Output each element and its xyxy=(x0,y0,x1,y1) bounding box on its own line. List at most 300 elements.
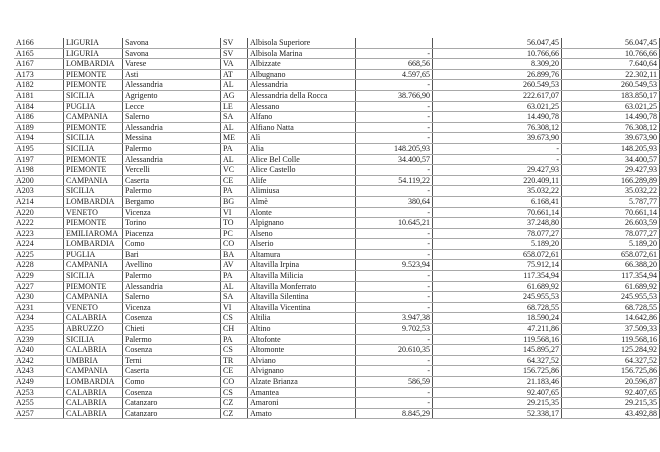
row-amount-3: 5.787,77 xyxy=(562,196,660,207)
table-row xyxy=(14,292,660,303)
row-amount-2: 260.549,53 xyxy=(433,80,562,91)
row-province-code: SV xyxy=(221,38,248,48)
row-amount-2: 47.211,86 xyxy=(433,324,562,335)
row-amount-2: 37.248,80 xyxy=(433,218,562,229)
row-region: LIGURIA xyxy=(64,38,123,48)
table-row xyxy=(14,281,660,292)
row-amount-1: - xyxy=(356,271,433,282)
row-province: Chieti xyxy=(123,324,221,335)
row-code: A231 xyxy=(14,302,64,313)
row-code: A184 xyxy=(14,101,64,112)
row-amount-3: 125.284,92 xyxy=(562,345,660,356)
row-region: VENETO xyxy=(64,302,123,313)
row-municipality: Alserio xyxy=(248,239,356,250)
row-amount-1: 9.523,94 xyxy=(356,260,433,271)
row-amount-2: 6.168,41 xyxy=(433,196,562,207)
table-row xyxy=(14,186,660,197)
table-row xyxy=(14,271,660,282)
row-municipality: Almè xyxy=(248,196,356,207)
row-code: A203 xyxy=(14,186,64,197)
row-province: Caserta xyxy=(123,366,221,377)
row-province-code: BG xyxy=(221,196,248,207)
row-region: LOMBARDIA xyxy=(64,377,123,388)
row-amount-2: 117.354,94 xyxy=(433,271,562,282)
row-province-code: AL xyxy=(221,281,248,292)
row-amount-1: 148.205,93 xyxy=(356,143,433,154)
row-province-code: AL xyxy=(221,80,248,91)
row-province-code: AV xyxy=(221,260,248,271)
row-code: A243 xyxy=(14,366,64,377)
row-province-code: AT xyxy=(221,69,248,80)
row-province: Cosenza xyxy=(123,345,221,356)
row-province: Caserta xyxy=(123,175,221,186)
row-municipality: Alfiano Natta xyxy=(248,122,356,133)
table-row xyxy=(14,239,660,250)
row-province-code: TR xyxy=(221,355,248,366)
table-row xyxy=(14,112,660,123)
table-row xyxy=(14,355,660,366)
row-code: A242 xyxy=(14,355,64,366)
row-province: Palermo xyxy=(123,271,221,282)
row-amount-1: 586,59 xyxy=(356,377,433,388)
row-amount-3: 119.568,16 xyxy=(562,334,660,345)
row-code: A225 xyxy=(14,249,64,260)
row-code: A222 xyxy=(14,218,64,229)
row-amount-1: 10.645,21 xyxy=(356,218,433,229)
row-province: Savona xyxy=(123,38,221,48)
row-code: A200 xyxy=(14,175,64,186)
row-amount-2: 156.725,86 xyxy=(433,366,562,377)
row-amount-3: 43.492,88 xyxy=(562,408,660,419)
row-amount-1: - xyxy=(356,186,433,197)
row-province: Messina xyxy=(123,133,221,144)
table-row xyxy=(14,175,660,186)
row-amount-2: 18.590,24 xyxy=(433,313,562,324)
row-code: A230 xyxy=(14,292,64,303)
row-amount-2: 61.689,92 xyxy=(433,281,562,292)
row-province: Avellino xyxy=(123,260,221,271)
row-region: PUGLIA xyxy=(64,249,123,260)
row-province-code: PA xyxy=(221,143,248,154)
row-province-code: CS xyxy=(221,387,248,398)
row-province: Bari xyxy=(123,249,221,260)
table-row xyxy=(14,302,660,313)
row-province-code: TO xyxy=(221,218,248,229)
row-amount-2: 26.899,76 xyxy=(433,69,562,80)
row-amount-3: 7.640,64 xyxy=(562,59,660,70)
row-municipality: Alviano xyxy=(248,355,356,366)
row-province: Salerno xyxy=(123,112,221,123)
row-province-code: CE xyxy=(221,175,248,186)
row-region: UMBRIA xyxy=(64,355,123,366)
row-code: A220 xyxy=(14,207,64,218)
row-province: Alessandria xyxy=(123,122,221,133)
row-province: Torino xyxy=(123,218,221,229)
row-amount-3: 10.766,66 xyxy=(562,48,660,59)
row-province-code: AG xyxy=(221,90,248,101)
row-code: A239 xyxy=(14,334,64,345)
table-row xyxy=(14,377,660,388)
row-amount-3: 148.205,93 xyxy=(562,143,660,154)
row-amount-3: 260.549,53 xyxy=(562,80,660,91)
row-amount-2: 5.189,20 xyxy=(433,239,562,250)
row-amount-3: 117.354,94 xyxy=(562,271,660,282)
table-row xyxy=(14,260,660,271)
table-row xyxy=(14,218,660,229)
row-amount-3: 156.725,86 xyxy=(562,366,660,377)
row-municipality: Alice Bel Colle xyxy=(248,154,356,165)
row-code: A224 xyxy=(14,239,64,250)
row-municipality: Alì xyxy=(248,133,356,144)
row-amount-1: - xyxy=(356,122,433,133)
row-province: Palermo xyxy=(123,334,221,345)
row-amount-3: 166.289,89 xyxy=(562,175,660,186)
row-amount-1: - xyxy=(356,228,433,239)
row-amount-1: - xyxy=(356,292,433,303)
row-amount-2: 39.673,90 xyxy=(433,133,562,144)
row-province-code: AL xyxy=(221,154,248,165)
row-province: Agrigento xyxy=(123,90,221,101)
row-province-code: CO xyxy=(221,239,248,250)
table-row xyxy=(14,48,660,59)
row-province-code: SA xyxy=(221,112,248,123)
row-amount-2: 56.047,45 xyxy=(433,38,562,48)
row-amount-3: 37.509,33 xyxy=(562,324,660,335)
row-amount-3: 70.661,14 xyxy=(562,207,660,218)
row-region: SICILIA xyxy=(64,143,123,154)
row-amount-2: 222.617,07 xyxy=(433,90,562,101)
row-amount-1: 20.610,35 xyxy=(356,345,433,356)
row-amount-1: 8.845,29 xyxy=(356,408,433,419)
row-code: A198 xyxy=(14,165,64,176)
row-amount-3: 26.603,59 xyxy=(562,218,660,229)
row-municipality: Alessandria xyxy=(248,80,356,91)
row-amount-2: - xyxy=(433,154,562,165)
row-amount-1: 9.702,53 xyxy=(356,324,433,335)
row-municipality: Altomonte xyxy=(248,345,356,356)
row-code: A228 xyxy=(14,260,64,271)
row-region: LOMBARDIA xyxy=(64,196,123,207)
row-amount-2: 145.895,27 xyxy=(433,345,562,356)
table-row xyxy=(14,398,660,409)
row-amount-1: - xyxy=(356,249,433,260)
row-province-code: LE xyxy=(221,101,248,112)
row-code: A189 xyxy=(14,122,64,133)
row-amount-2: 245.955,53 xyxy=(433,292,562,303)
table-row xyxy=(14,165,660,176)
row-code: A197 xyxy=(14,154,64,165)
row-amount-1: - xyxy=(356,281,433,292)
row-region: PIEMONTE xyxy=(64,80,123,91)
row-province: Alessandria xyxy=(123,154,221,165)
table-row xyxy=(14,80,660,91)
row-amount-2: 29.427,93 xyxy=(433,165,562,176)
row-municipality: Amato xyxy=(248,408,356,419)
row-municipality: Alessano xyxy=(248,101,356,112)
row-municipality: Alia xyxy=(248,143,356,154)
row-province: Vicenza xyxy=(123,302,221,313)
row-amount-1: - xyxy=(356,355,433,366)
row-province-code: BA xyxy=(221,249,248,260)
table-row xyxy=(14,59,660,70)
row-amount-3: 658.072,61 xyxy=(562,249,660,260)
row-municipality: Altilia xyxy=(248,313,356,324)
row-amount-3: 92.407,65 xyxy=(562,387,660,398)
table-row xyxy=(14,38,660,48)
row-amount-3: 61.689,92 xyxy=(562,281,660,292)
row-amount-1: - xyxy=(356,387,433,398)
row-region: EMILIAROMA xyxy=(64,228,123,239)
row-amount-2: 68.728,55 xyxy=(433,302,562,313)
row-amount-3: 20.596,87 xyxy=(562,377,660,388)
municipality-table xyxy=(14,38,660,419)
row-amount-2: 70.661,14 xyxy=(433,207,562,218)
row-amount-2: 8.309,20 xyxy=(433,59,562,70)
row-region: VENETO xyxy=(64,207,123,218)
row-amount-2: 78.077,27 xyxy=(433,228,562,239)
row-region: LIGURIA xyxy=(64,48,123,59)
row-amount-1: - xyxy=(356,334,433,345)
row-municipality: Albizzate xyxy=(248,59,356,70)
row-region: SICILIA xyxy=(64,90,123,101)
row-code: A195 xyxy=(14,143,64,154)
row-municipality: Alzate Brianza xyxy=(248,377,356,388)
table-row xyxy=(14,143,660,154)
row-region: SICILIA xyxy=(64,133,123,144)
row-amount-1: - xyxy=(356,101,433,112)
row-amount-2: 658.072,61 xyxy=(433,249,562,260)
table-row xyxy=(14,133,660,144)
row-amount-2: 52.338,17 xyxy=(433,408,562,419)
row-amount-1: - xyxy=(356,133,433,144)
row-amount-2: 35.032,22 xyxy=(433,186,562,197)
row-province: Palermo xyxy=(123,143,221,154)
table-row xyxy=(14,366,660,377)
row-code: A234 xyxy=(14,313,64,324)
row-province-code: VA xyxy=(221,59,248,70)
row-code: A255 xyxy=(14,398,64,409)
row-region: CAMPANIA xyxy=(64,366,123,377)
table-row xyxy=(14,313,660,324)
row-province: Catanzaro xyxy=(123,408,221,419)
row-code: A182 xyxy=(14,80,64,91)
row-province-code: VI xyxy=(221,207,248,218)
row-municipality: Alonte xyxy=(248,207,356,218)
row-municipality: Altofonte xyxy=(248,334,356,345)
row-amount-3: 35.032,22 xyxy=(562,186,660,197)
row-amount-2: 64.327,52 xyxy=(433,355,562,366)
row-municipality: Amaroni xyxy=(248,398,356,409)
table-row xyxy=(14,101,660,112)
row-amount-3: 76.308,12 xyxy=(562,122,660,133)
row-province-code: PA xyxy=(221,186,248,197)
row-amount-3: 68.728,55 xyxy=(562,302,660,313)
row-amount-1: - xyxy=(356,112,433,123)
row-amount-1: - xyxy=(356,302,433,313)
row-amount-2: 76.308,12 xyxy=(433,122,562,133)
row-province-code: SV xyxy=(221,48,248,59)
row-municipality: Alpignano xyxy=(248,218,356,229)
row-province: Cosenza xyxy=(123,313,221,324)
row-province-code: ME xyxy=(221,133,248,144)
row-amount-1: 668,56 xyxy=(356,59,433,70)
row-code: A173 xyxy=(14,69,64,80)
row-province-code: PA xyxy=(221,271,248,282)
row-province-code: VI xyxy=(221,302,248,313)
table-row xyxy=(14,249,660,260)
row-amount-2: - xyxy=(433,143,562,154)
row-amount-2: 63.021,25 xyxy=(433,101,562,112)
table-row xyxy=(14,228,660,239)
row-region: PUGLIA xyxy=(64,101,123,112)
row-code: A227 xyxy=(14,281,64,292)
row-province: Vercelli xyxy=(123,165,221,176)
row-province: Terni xyxy=(123,355,221,366)
row-amount-3: 14.490,78 xyxy=(562,112,660,123)
row-municipality: Albisola Superiore xyxy=(248,38,356,48)
row-amount-1: 38.766,90 xyxy=(356,90,433,101)
row-amount-2: 14.490,78 xyxy=(433,112,562,123)
row-province: Asti xyxy=(123,69,221,80)
row-region: CAMPANIA xyxy=(64,175,123,186)
row-amount-2: 119.568,16 xyxy=(433,334,562,345)
row-province-code: CZ xyxy=(221,408,248,419)
row-amount-1: - xyxy=(356,48,433,59)
row-amount-2: 220.409,11 xyxy=(433,175,562,186)
row-code: A253 xyxy=(14,387,64,398)
row-amount-1: 54.119,22 xyxy=(356,175,433,186)
row-amount-3: 78.077,27 xyxy=(562,228,660,239)
row-province-code: VC xyxy=(221,165,248,176)
row-amount-1: - xyxy=(356,80,433,91)
row-amount-3: 245.955,53 xyxy=(562,292,660,303)
row-amount-1: - xyxy=(356,398,433,409)
row-province: Varese xyxy=(123,59,221,70)
row-municipality: Altavilla Silentina xyxy=(248,292,356,303)
row-municipality: Albisola Marina xyxy=(248,48,356,59)
row-amount-1: - xyxy=(356,366,433,377)
row-amount-3: 14.642,86 xyxy=(562,313,660,324)
row-province-code: AL xyxy=(221,122,248,133)
table-row xyxy=(14,408,660,419)
row-region: PIEMONTE xyxy=(64,281,123,292)
row-amount-3: 64.327,52 xyxy=(562,355,660,366)
row-amount-2: 29.215,35 xyxy=(433,398,562,409)
row-code: A249 xyxy=(14,377,64,388)
row-municipality: Alvignano xyxy=(248,366,356,377)
row-region: PIEMONTE xyxy=(64,69,123,80)
row-municipality: Altamura xyxy=(248,249,356,260)
row-province-code: CO xyxy=(221,377,248,388)
row-region: PIEMONTE xyxy=(64,122,123,133)
row-code: A223 xyxy=(14,228,64,239)
row-amount-2: 10.766,66 xyxy=(433,48,562,59)
data-sheet xyxy=(14,38,657,419)
row-region: ABRUZZO xyxy=(64,324,123,335)
row-province: Alessandria xyxy=(123,80,221,91)
row-code: A214 xyxy=(14,196,64,207)
row-province: Catanzaro xyxy=(123,398,221,409)
row-municipality: Alessandria della Rocca xyxy=(248,90,356,101)
table-row xyxy=(14,122,660,133)
row-code: A181 xyxy=(14,90,64,101)
row-region: CALABRIA xyxy=(64,313,123,324)
row-municipality: Alife xyxy=(248,175,356,186)
row-code: A186 xyxy=(14,112,64,123)
row-province-code: CZ xyxy=(221,398,248,409)
row-amount-2: 75.912,14 xyxy=(433,260,562,271)
row-code: A229 xyxy=(14,271,64,282)
row-municipality: Albugnano xyxy=(248,69,356,80)
row-region: CALABRIA xyxy=(64,345,123,356)
row-amount-1 xyxy=(356,38,433,48)
row-amount-3: 56.047,45 xyxy=(562,38,660,48)
table-row xyxy=(14,324,660,335)
row-region: SICILIA xyxy=(64,271,123,282)
row-region: SICILIA xyxy=(64,334,123,345)
row-amount-1: 380,64 xyxy=(356,196,433,207)
row-amount-1: 4.597,65 xyxy=(356,69,433,80)
row-province: Bergamo xyxy=(123,196,221,207)
row-amount-3: 29.215,35 xyxy=(562,398,660,409)
row-province: Piacenza xyxy=(123,228,221,239)
row-code: A166 xyxy=(14,38,64,48)
row-province: Alessandria xyxy=(123,281,221,292)
row-amount-2: 21.183,46 xyxy=(433,377,562,388)
row-amount-3: 63.021,25 xyxy=(562,101,660,112)
row-region: CALABRIA xyxy=(64,387,123,398)
row-province-code: PC xyxy=(221,228,248,239)
table-row xyxy=(14,90,660,101)
row-province-code: CE xyxy=(221,366,248,377)
row-code: A257 xyxy=(14,408,64,419)
row-province-code: SA xyxy=(221,292,248,303)
row-province: Cosenza xyxy=(123,387,221,398)
row-region: SICILIA xyxy=(64,186,123,197)
row-municipality: Alice Castello xyxy=(248,165,356,176)
row-province-code: CH xyxy=(221,324,248,335)
row-municipality: Altino xyxy=(248,324,356,335)
row-amount-3: 5.189,20 xyxy=(562,239,660,250)
row-amount-3: 29.427,93 xyxy=(562,165,660,176)
table-row xyxy=(14,196,660,207)
row-code: A165 xyxy=(14,48,64,59)
row-municipality: Altavilla Irpina xyxy=(248,260,356,271)
row-amount-1: - xyxy=(356,207,433,218)
row-region: CAMPANIA xyxy=(64,260,123,271)
row-province: Como xyxy=(123,377,221,388)
row-province: Vicenza xyxy=(123,207,221,218)
table-row xyxy=(14,154,660,165)
row-code: A240 xyxy=(14,345,64,356)
row-region: PIEMONTE xyxy=(64,154,123,165)
row-municipality: Alimiusa xyxy=(248,186,356,197)
row-region: CAMPANIA xyxy=(64,292,123,303)
row-region: CALABRIA xyxy=(64,408,123,419)
row-municipality: Alfano xyxy=(248,112,356,123)
row-region: LOMBARDIA xyxy=(64,59,123,70)
row-amount-3: 66.388,20 xyxy=(562,260,660,271)
table-row xyxy=(14,345,660,356)
row-code: A235 xyxy=(14,324,64,335)
row-code: A194 xyxy=(14,133,64,144)
row-province: Lecce xyxy=(123,101,221,112)
table-row xyxy=(14,334,660,345)
row-amount-2: 92.407,65 xyxy=(433,387,562,398)
row-code: A167 xyxy=(14,59,64,70)
table-row xyxy=(14,69,660,80)
row-province: Savona xyxy=(123,48,221,59)
